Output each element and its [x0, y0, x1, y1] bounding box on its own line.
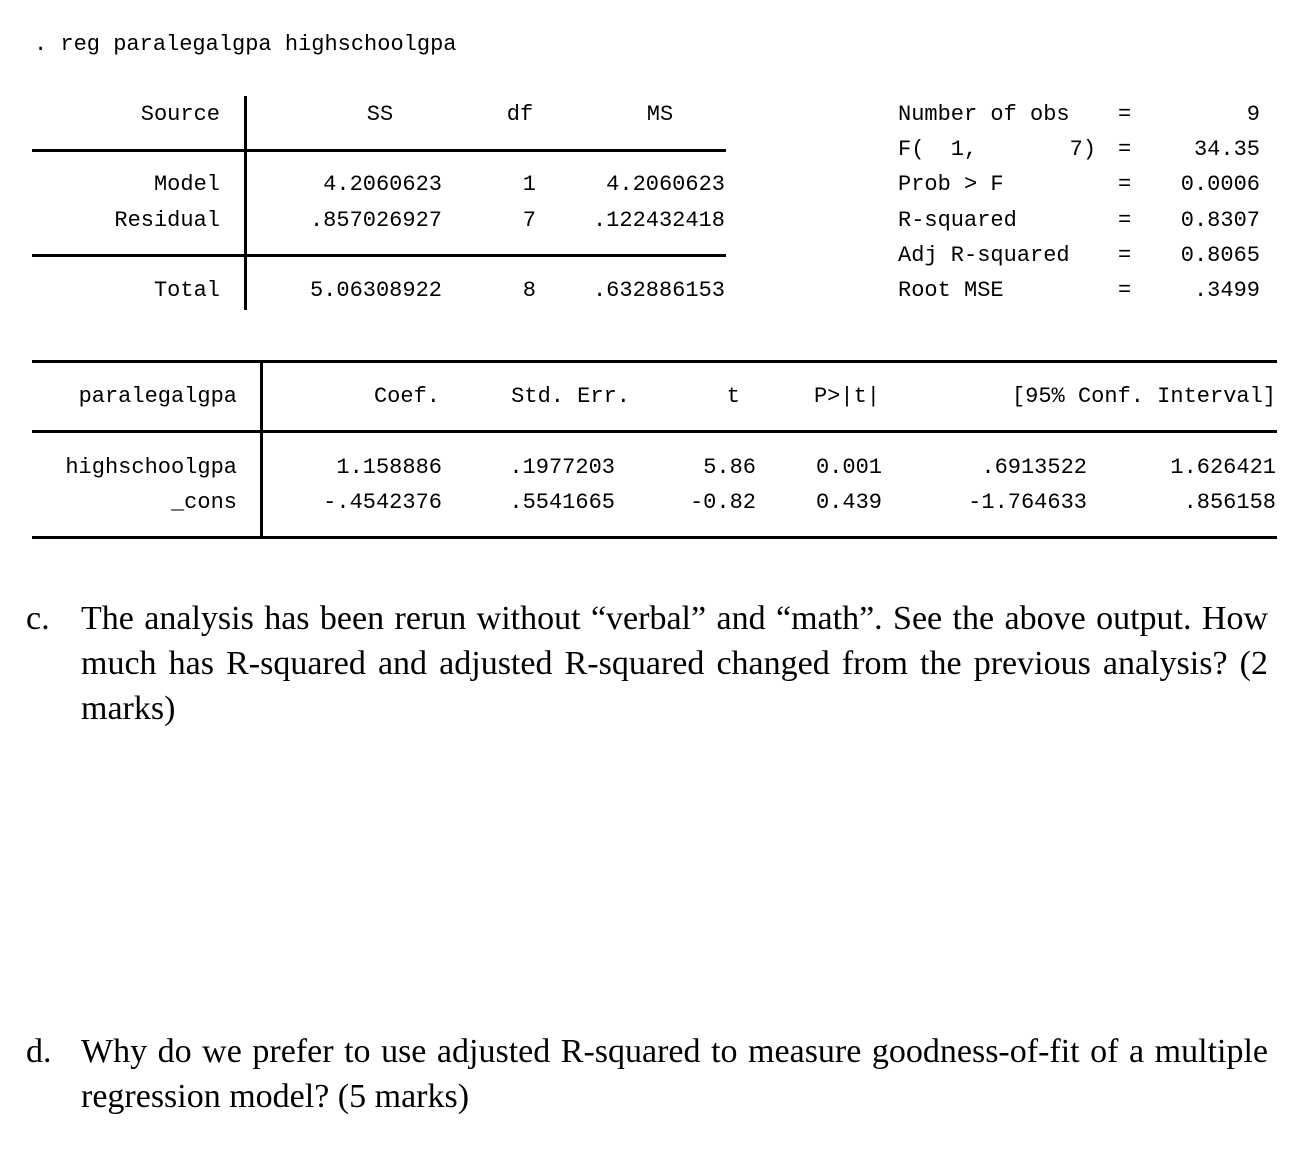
stat-value: 0.8065	[1180, 243, 1260, 268]
coef-p-cell: 0.001	[815, 455, 882, 480]
stat-value: 34.35	[1193, 137, 1260, 162]
coef-ci-low-cell: -1.764633	[968, 490, 1087, 515]
coef-var-cell: _cons	[170, 490, 237, 515]
coef-header-ci: [95% Conf. Interval]	[1011, 384, 1276, 409]
stat-label: Root MSE	[898, 278, 1004, 303]
stat-label: F( 1, 7)	[898, 137, 1097, 162]
anova-header-ms: MS	[646, 102, 674, 127]
coef-vertical-divider	[260, 360, 263, 539]
stat-equals: =	[1118, 208, 1132, 233]
stat-value: 9	[1246, 102, 1260, 127]
stat-label: R-squared	[898, 208, 1017, 233]
stat-value: 0.0006	[1180, 172, 1260, 197]
coef-rule-header	[32, 430, 1277, 433]
coef-coef-cell: 1.158886	[336, 455, 442, 480]
anova-source-cell: Total	[153, 278, 220, 303]
anova-ms-cell: 4.2060623	[606, 172, 725, 197]
coef-se-cell: .5541665	[509, 490, 615, 515]
anova-header-df: df	[506, 102, 534, 127]
coef-se-cell: .1977203	[509, 455, 615, 480]
anova-rule-total	[32, 254, 726, 257]
coef-var-cell: highschoolgpa	[65, 455, 237, 480]
coef-header-depvar: paralegalgpa	[78, 384, 237, 409]
stat-equals: =	[1118, 137, 1132, 162]
coef-ci-high-cell: .856158	[1183, 490, 1276, 515]
stat-label: Number of obs	[898, 102, 1070, 127]
anova-rule-top	[32, 149, 726, 152]
anova-df-cell: 1	[522, 172, 536, 197]
coef-p-cell: 0.439	[815, 490, 882, 515]
stat-label: Adj R-squared	[898, 243, 1070, 268]
question-c-letter: c.	[26, 600, 50, 637]
anova-source-cell: Model	[153, 172, 220, 197]
anova-ms-cell: .122432418	[592, 208, 725, 233]
stat-equals: =	[1118, 172, 1132, 197]
coef-header-p: P>|t|	[813, 384, 880, 409]
coef-header-t: t	[726, 384, 740, 409]
coef-ci-low-cell: .6913522	[981, 455, 1087, 480]
anova-ss-cell: 5.06308922	[309, 278, 442, 303]
anova-df-cell: 7	[522, 208, 536, 233]
coef-rule-bottom	[32, 536, 1277, 539]
coef-header-coef: Coef.	[373, 384, 440, 409]
anova-header-ss: SS	[366, 102, 394, 127]
stat-value: 0.8307	[1180, 208, 1260, 233]
coef-ci-high-cell: 1.626421	[1170, 455, 1276, 480]
coef-t-cell: 5.86	[703, 455, 756, 480]
anova-ms-cell: .632886153	[592, 278, 725, 303]
anova-ss-cell: 4.2060623	[323, 172, 442, 197]
anova-df-cell: 8	[522, 278, 536, 303]
question-d-letter: d.	[26, 1033, 52, 1070]
question-c-text: The analysis has been rerun without “verbal” and “math”. See the above output. How much has R-squared and adjusted R-squared changed from the previous analysis? (2 marks)	[81, 600, 1268, 727]
anova-header-source: Source	[140, 102, 220, 127]
coef-rule-top	[32, 360, 1277, 363]
coef-coef-cell: -.4542376	[323, 490, 442, 515]
stat-equals: =	[1118, 278, 1132, 303]
anova-ss-cell: .857026927	[309, 208, 442, 233]
question-d-text: Why do we prefer to use adjusted R-squared to measure goodness-of-fit of a multiple regression model? (5 marks)	[81, 1033, 1268, 1115]
stat-value: .3499	[1193, 278, 1260, 303]
coef-header-se: Std. Err.	[511, 384, 630, 409]
anova-vertical-divider	[244, 96, 247, 310]
command-line: . reg paralegalgpa highschoolgpa	[34, 32, 457, 57]
coef-t-cell: -0.82	[689, 490, 756, 515]
stat-equals: =	[1118, 102, 1132, 127]
stat-equals: =	[1118, 243, 1132, 268]
anova-source-cell: Residual	[114, 208, 220, 233]
stat-label: Prob > F	[898, 172, 1004, 197]
